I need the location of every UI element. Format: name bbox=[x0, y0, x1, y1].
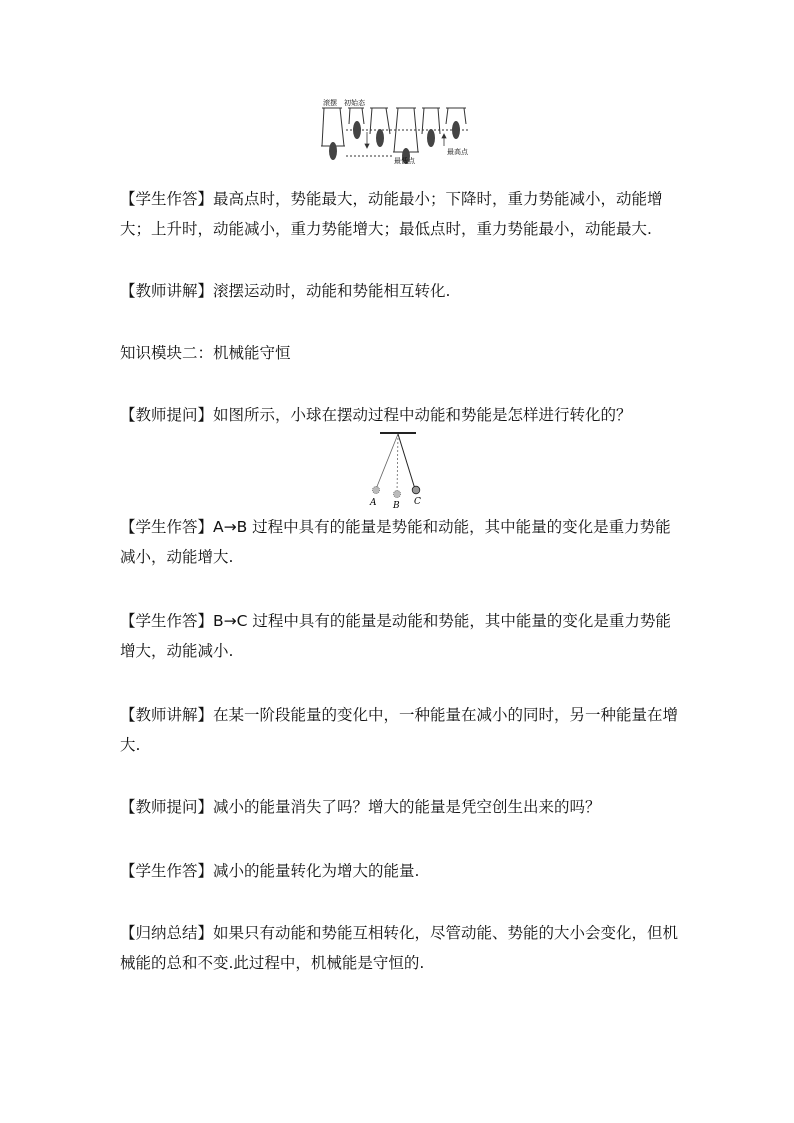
paragraph-text: 如果只有动能和势能互相转化，尽管动能、势能的大小会变化，但机械能的总和不变.此过程中，机械能是守恒的. bbox=[120, 924, 679, 972]
paragraph-tag: 【学生作答】 bbox=[120, 190, 214, 208]
paragraph-tag: 【归纳总结】 bbox=[120, 924, 214, 942]
paragraph-text: 减小的能量转化为增大的能量. bbox=[213, 862, 420, 880]
pendulum-label-c: C bbox=[414, 497, 421, 507]
pendulum-label-b: B bbox=[393, 501, 400, 510]
paragraph-student-answer-4 bbox=[120, 856, 680, 886]
pendulum-label-a: A bbox=[370, 498, 377, 508]
paragraph-text: 最高点时，势能最大，动能最小；下降时，重力势能减小，动能增大；上升时，动能减小，重力势能增大；最低点时，重力势能最小，动能最大. bbox=[120, 190, 663, 238]
paragraph-text: 在某一阶段能量的变化中，一种能量在减小的同时，另一种能量在增大. bbox=[120, 706, 679, 754]
paragraph-summary bbox=[120, 918, 680, 978]
pendulum-figure bbox=[364, 430, 424, 510]
figure-label-lowest: 最低点 bbox=[394, 157, 415, 164]
paragraph-tag: 【教师讲解】 bbox=[120, 282, 214, 300]
paragraph-tag: 【教师提问】 bbox=[120, 798, 214, 816]
section-heading bbox=[120, 338, 680, 368]
paragraph-tag: 【学生作答】 bbox=[120, 862, 214, 880]
paragraph-teacher-explain-2 bbox=[120, 700, 680, 760]
figure-label-initial: 初始态 bbox=[344, 99, 365, 107]
paragraph-tag: 【学生作答】 bbox=[120, 518, 214, 536]
paragraph-teacher-question-1 bbox=[120, 400, 680, 430]
maxwell-wheel-figure bbox=[320, 96, 480, 164]
paragraph-tag: 【教师讲解】 bbox=[120, 706, 214, 724]
paragraph-student-answer-3 bbox=[120, 606, 680, 666]
paragraph-text: 知识模块二：机械能守恒 bbox=[120, 344, 291, 362]
paragraph-text: 如图所示，小球在摆动过程中动能和势能是怎样进行转化的？ bbox=[213, 406, 632, 424]
paragraph-text: 滚摆运动时，动能和势能相互转化. bbox=[213, 282, 451, 300]
paragraph-teacher-question-2 bbox=[120, 792, 680, 822]
paragraph-text: 减小的能量消失了吗？增大的能量是凭空创生出来的吗？ bbox=[213, 798, 601, 816]
paragraph-tag: 【学生作答】 bbox=[120, 612, 214, 630]
paragraph-text: A→B 过程中具有的能量是势能和动能，其中能量的变化是重力势能减小，动能增大. bbox=[120, 518, 671, 566]
paragraph-text: B→C 过程中具有的能量是动能和势能，其中能量的变化是重力势能增大，动能减小. bbox=[120, 612, 671, 660]
paragraph-tag: 【教师提问】 bbox=[120, 406, 214, 424]
figure-label-highest: 最高点 bbox=[447, 148, 468, 156]
figure-label-yobai: 滚摆 bbox=[323, 99, 337, 107]
paragraph-student-answer-2 bbox=[120, 512, 680, 572]
paragraph-teacher-explain-1 bbox=[120, 276, 680, 306]
paragraph-student-answer-1 bbox=[120, 184, 680, 244]
